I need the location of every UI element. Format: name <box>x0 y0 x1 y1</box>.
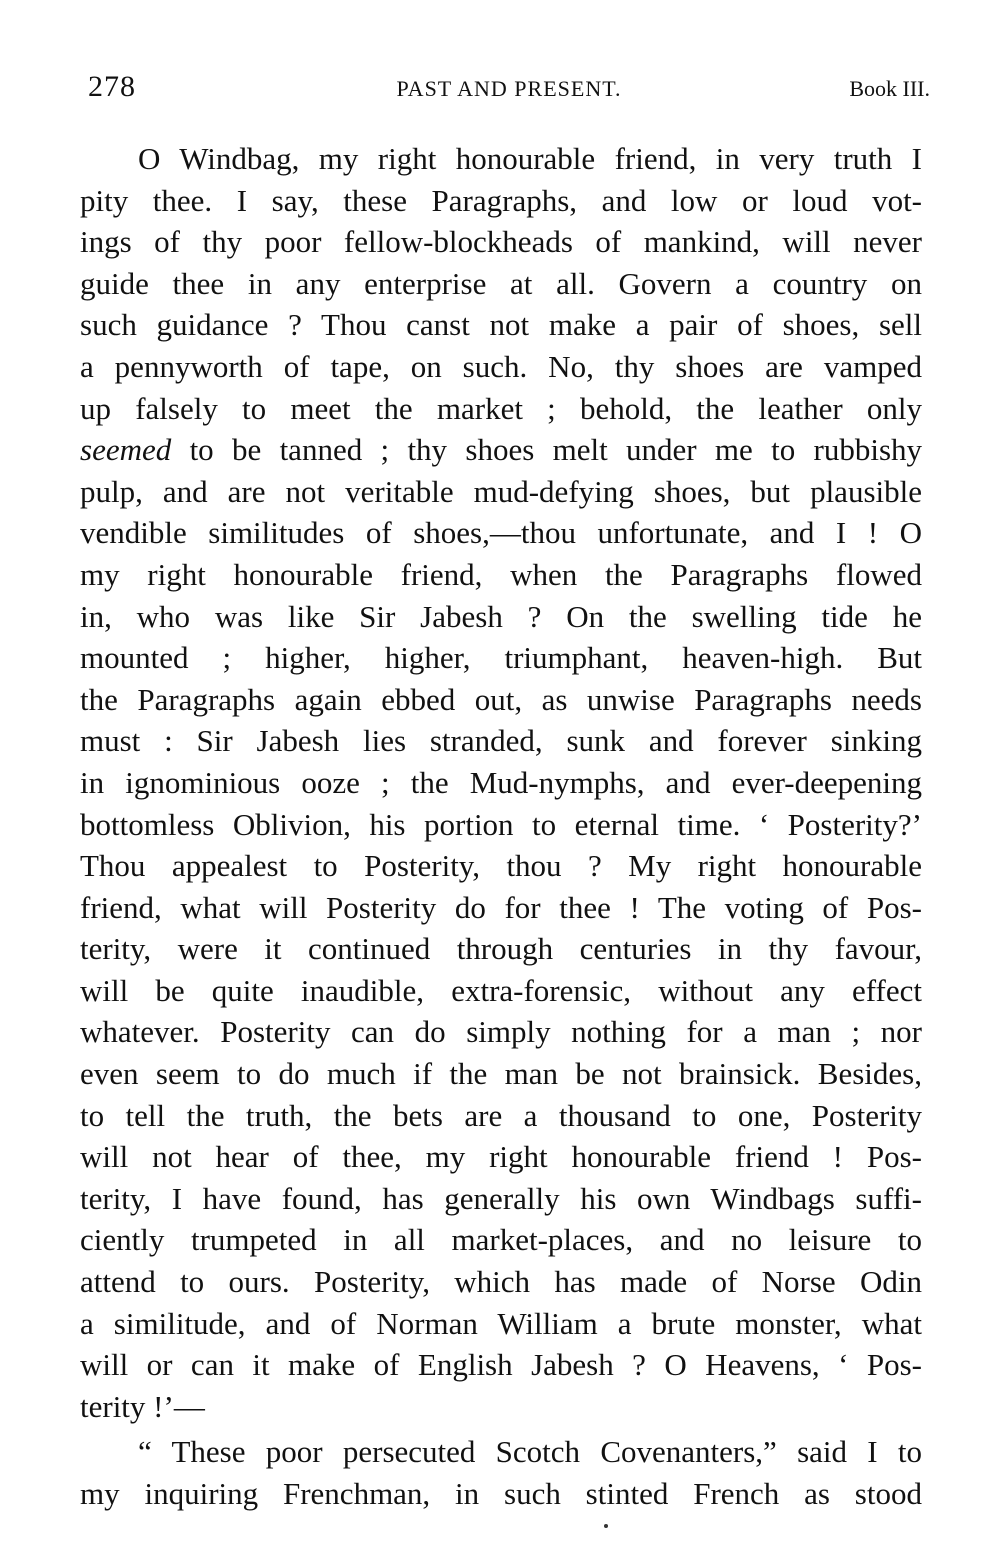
paragraph-2 <box>80 1431 922 1514</box>
text-line: my inquiring Frenchman, in such stinted French as stood <box>80 1476 922 1511</box>
text-line: will not hear of thee, my right honourable friend ! Pos- <box>80 1139 922 1175</box>
text-line: guide thee in any enterprise at all. Govern a country on <box>80 265 922 301</box>
text-line: pity thee. I say, these Paragraphs, and low or loud vot- <box>80 182 922 218</box>
text-line: Thou appealest to Posterity, thou ? My right honourable <box>80 848 922 884</box>
text-line: terity !’— <box>80 1388 205 1424</box>
text-line: terity, were it continued through centuries in thy favour, <box>80 931 922 967</box>
text-line: a similitude, and of Norman William a brute monster, what <box>80 1305 922 1341</box>
text-line: O Windbag, my right honourable friend, in very truth I <box>138 141 922 176</box>
paragraph-1 <box>80 138 922 1427</box>
text-line: a pennyworth of tape, on such. No, thy shoes are vamped <box>80 348 922 384</box>
text-line-with-italic <box>80 429 922 471</box>
text-line: must : Sir Jabesh lies stranded, sunk and forever sinking <box>80 723 922 759</box>
running-title: PAST AND PRESENT. <box>396 76 622 101</box>
text-line: will be quite inaudible, extra-forensic, without any effect <box>80 972 922 1008</box>
italic-word: seemed <box>80 432 172 468</box>
text-line: attend to ours. Posterity, which has made of Norse Odin <box>80 1264 922 1300</box>
text-line: in, who was like Sir Jabesh ? On the swelling tide he <box>80 598 922 634</box>
text-line: will or can it make of English Jabesh ? O Heavens, ‘ Pos- <box>80 1347 922 1383</box>
text-line: pulp, and are not veritable mud-defying shoes, but plausible <box>80 473 922 509</box>
text-line: my right honourable friend, when the Paragraphs flowed <box>80 556 922 592</box>
text-line: ings of thy poor fellow-blockheads of mankind, will never <box>80 224 922 260</box>
text-line: “ These poor persecuted Scotch Covenanters,” said I to <box>138 1434 922 1470</box>
text-line: to tell the truth, the bets are a thousand to one, Posterity <box>80 1097 922 1133</box>
text-line: in ignominious ooze ; the Mud-nymphs, and ever-deepening <box>80 764 922 800</box>
text-line: ciently trumpeted in all market-places, and no leisure to <box>80 1222 922 1258</box>
text-line: bottomless Oblivion, his portion to eternal time. ‘ Posterity?’ <box>80 806 922 842</box>
page-number: 278 <box>88 70 136 103</box>
text-line: terity, I have found, has generally his own Windbags suffi- <box>80 1180 922 1216</box>
text-line: mounted ; higher, higher, triumphant, heaven-high. But <box>80 640 922 676</box>
text-line: friend, what will Posterity do for thee ! The voting of Pos- <box>80 889 922 925</box>
text-line-rest: to be tanned ; thy shoes melt under me to rubbishy <box>189 432 923 468</box>
print-mark <box>604 1524 608 1528</box>
text-line: up falsely to meet the market ; behold, the leather only <box>80 390 922 426</box>
text-line: the Paragraphs again ebbed out, as unwise Paragraphs needs <box>80 681 922 717</box>
text-line: such guidance ? Thou canst not make a pair of shoes, sell <box>80 307 922 343</box>
body-text <box>80 138 922 1515</box>
book-label: Book III. <box>849 76 930 101</box>
text-line: vendible similitudes of shoes,—thou unfortunate, and I ! O <box>80 515 922 551</box>
text-line: whatever. Posterity can do simply nothing for a man ; nor <box>80 1014 922 1050</box>
running-header <box>88 70 930 106</box>
text-line: even seem to do much if the man be not brainsick. Besides, <box>80 1056 922 1092</box>
